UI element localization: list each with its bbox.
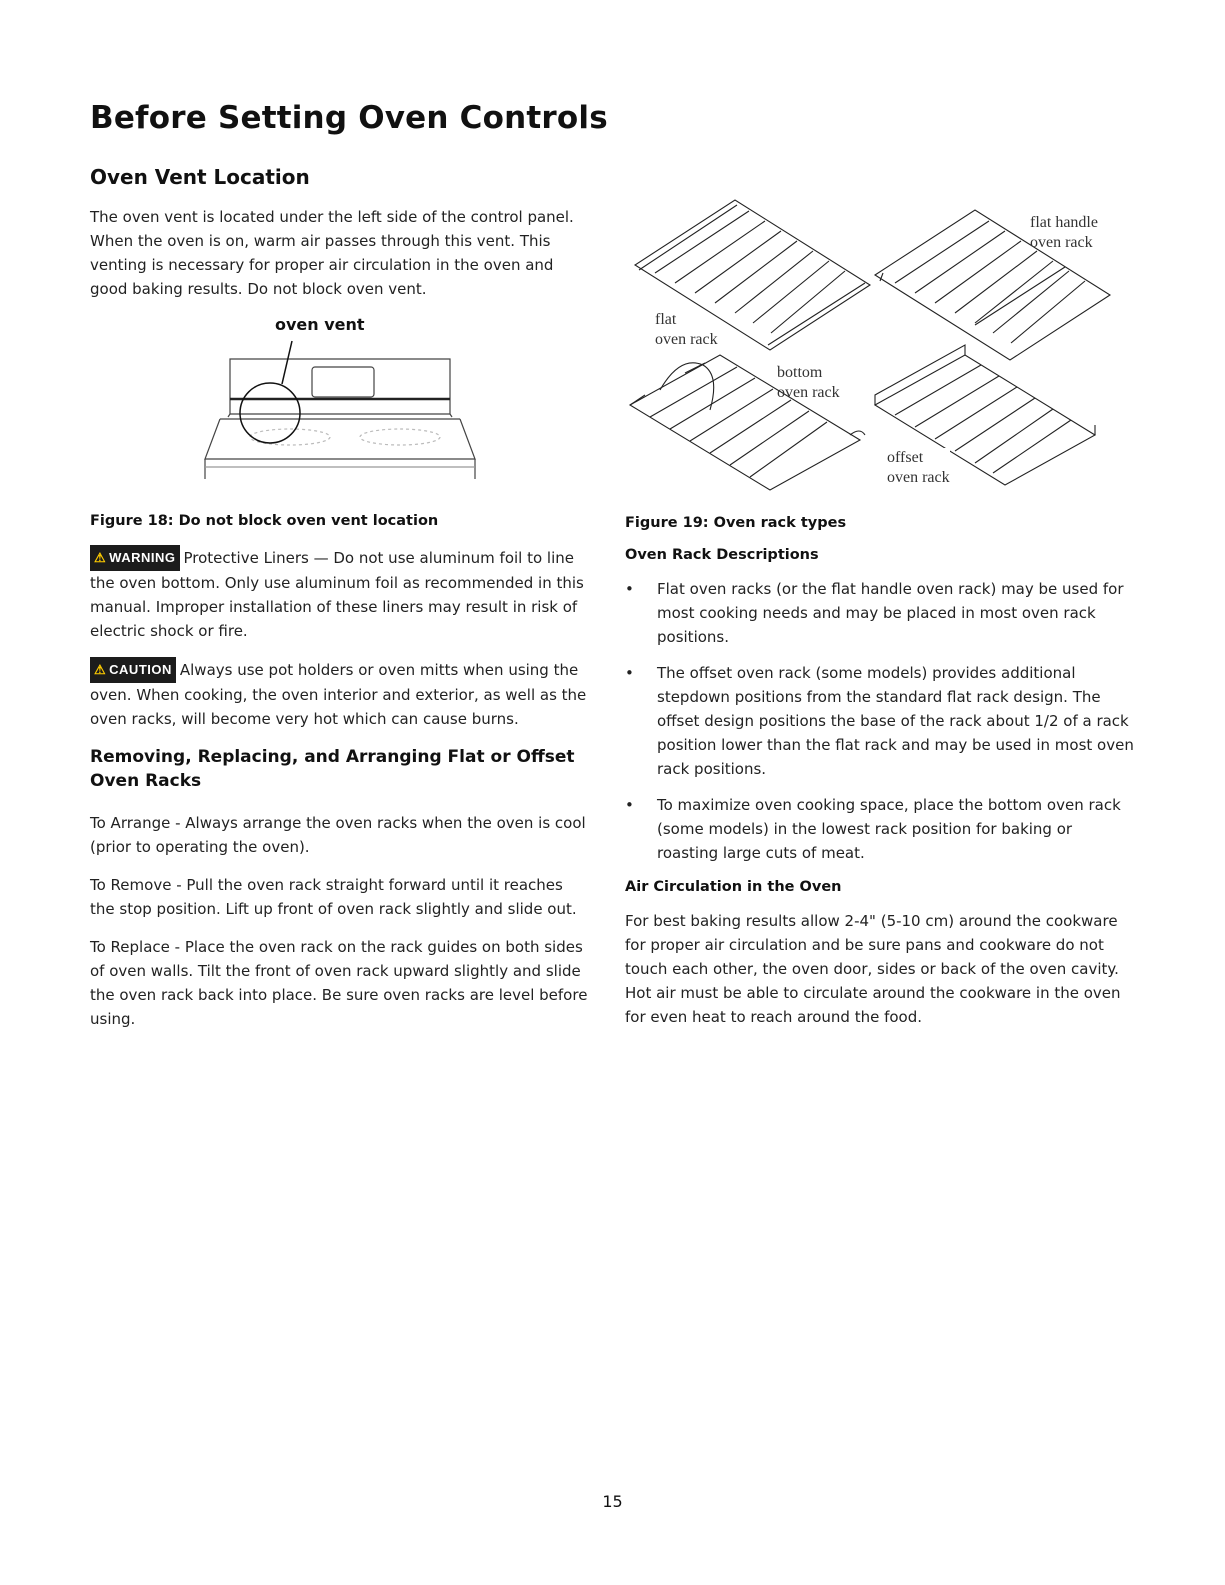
caution-text: Always use pot holders or oven mitts when using the oven. When cooking, the oven interior and exterior, as well as the oven racks, will become very hot which can cause burns.: [90, 661, 587, 728]
arrange-text: To Arrange - Always arrange the oven racks when the oven is cool (prior to operating the oven).: [90, 814, 586, 856]
warning-text: Protective Liners — Do not use aluminum foil to line the oven bottom. Only use aluminum foil as recommended in this manual. Improper installation of these liners may result in risk of electric shock or fire.: [90, 549, 584, 640]
air-circulation-heading: Air Circulation in the Oven: [625, 879, 842, 895]
caution-paragraph: [90, 657, 590, 731]
bottom-rack-label: bottom oven rack: [777, 364, 840, 401]
list-item: • The offset oven rack (some models) provides additional stepdown positions from the standard flat rack design. The offset design positions the base of the rack about 1/2 of a rack position lower than the flat rack and may be used in most oven rack positions.: [625, 661, 1135, 781]
list-item: • To maximize oven cooking space, place the bottom oven rack (some models) in the lowest rack position for baking or roasting large cuts of meat.: [625, 793, 1135, 865]
caution-triangle-icon: ⚠: [94, 662, 107, 677]
right-column: [625, 195, 1135, 1043]
page-title: Before Setting Oven Controls: [90, 100, 608, 136]
flat-rack-label: flat oven rack: [655, 311, 718, 348]
range-vent-illustration: [200, 339, 480, 494]
list-item: • Flat oven racks (or the flat handle oven rack) may be used for most cooking needs and may be placed in most oven rack positions.: [625, 577, 1135, 649]
caution-badge: ⚠ CAUTION: [90, 657, 176, 683]
figure-19: [625, 195, 1135, 495]
racks-heading: Removing, Replacing, and Arranging Flat or Offset Oven Racks: [90, 747, 575, 791]
offset-rack-label: offset oven rack: [887, 449, 950, 486]
warning-paragraph: [90, 545, 590, 643]
flat-handle-rack-label: flat handle oven rack: [1030, 214, 1098, 251]
warning-badge: ⚠ WARNING: [90, 545, 180, 571]
remove-text: To Remove - Pull the oven rack straight forward until it reaches the stop position. Lift up front of oven rack slightly and slide out.: [90, 876, 577, 918]
vent-text: The oven vent is located under the left side of the control panel. When the oven is on, warm air passes through this vent. This venting is necessary for proper air circulation in the oven and good baking results. Do not block oven vent.: [90, 208, 574, 298]
figure-18: [90, 315, 590, 495]
figure-18-caption: Figure 18: Do not block oven vent location: [90, 513, 439, 529]
figure-19-caption: Figure 19: Oven rack types: [625, 515, 847, 531]
rack-descriptions-list: [625, 577, 1135, 865]
air-circulation-text: For best baking results allow 2-4" (5-10 cm) around the cookware for proper air circulation and be sure pans and cookware do not touch each other, the oven door, sides or back of the oven cavity. Hot air must be able to circulate around the cookware in the oven for even heat to reach around the food.: [625, 912, 1121, 1026]
warning-triangle-icon: ⚠: [94, 550, 107, 565]
vent-heading: Oven Vent Location: [90, 165, 310, 189]
left-column: [90, 165, 590, 1045]
oven-vent-label: oven vent: [275, 315, 365, 334]
replace-text: To Replace - Place the oven rack on the rack guides on both sides of oven walls. Tilt the front of oven rack upward slightly and slide the oven rack back into place. Be sure oven racks are level before using.: [90, 938, 588, 1028]
descriptions-heading: Oven Rack Descriptions: [625, 547, 819, 563]
page-number: 15: [602, 1492, 623, 1511]
